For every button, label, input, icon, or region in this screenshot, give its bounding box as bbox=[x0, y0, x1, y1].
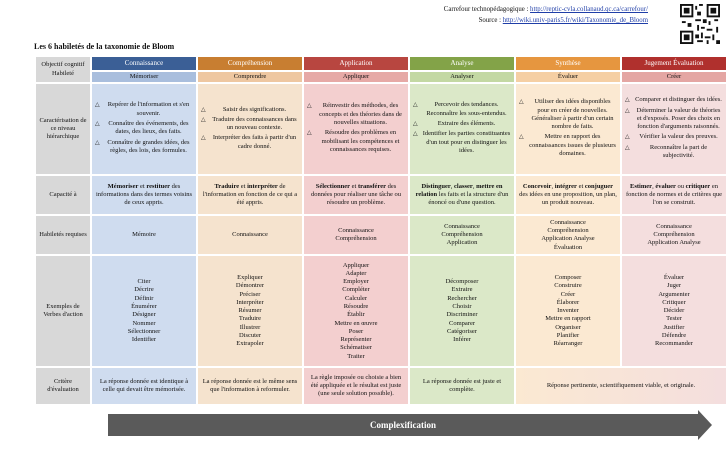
action-verb: Mettre en œuvre bbox=[334, 319, 378, 327]
capacite-text: , bbox=[652, 182, 656, 190]
characterisation-text: Utiliser des idées disponibles pour en créer de nouvelles. Généraliser à partir d'un certain nombre de faits. bbox=[531, 98, 614, 131]
characterisation-text: Déterminer la valeur de théories et d'exposés. Poser des choix en fonction d'arguments raisonnés. bbox=[636, 106, 721, 131]
triangle-bullet-icon: △ bbox=[201, 106, 206, 113]
cell-critere-3: La réponse donnée est juste et complète. bbox=[410, 368, 514, 404]
capacite-keyword: restituer bbox=[146, 182, 171, 190]
complexification-label: Complexification bbox=[370, 420, 436, 430]
action-verb: Défendre bbox=[661, 332, 687, 340]
row-label-exemples: Exemples de Verbes d'action bbox=[36, 256, 90, 366]
action-verb: Composer bbox=[554, 273, 582, 281]
row-habiletes bbox=[36, 216, 726, 254]
action-verb: Préciser bbox=[239, 290, 261, 298]
action-verb: Traduire bbox=[238, 315, 262, 323]
bloom-taxonomy-table bbox=[34, 55, 728, 406]
characterisation-item bbox=[413, 130, 511, 155]
action-verb: Décomposer bbox=[445, 278, 479, 286]
row-exemples bbox=[36, 256, 726, 366]
header-row-verbs bbox=[36, 72, 726, 82]
characterisation-item bbox=[201, 134, 299, 151]
characterisation-text: Connaître des événements, des dates, des lieux, des faits. bbox=[108, 120, 189, 136]
characterisation-item bbox=[201, 116, 299, 133]
cell-verbes-2 bbox=[304, 256, 408, 366]
capacite-keyword: critiquer bbox=[685, 182, 711, 190]
col-name-synthese: Synthèse bbox=[516, 57, 620, 70]
capacite-text: des idées en une proposition, un plan, un produit nouveau. bbox=[519, 191, 617, 207]
action-verb: Nommer bbox=[132, 319, 156, 327]
action-verb: Réarranger bbox=[553, 340, 583, 348]
action-verb: Critiquer bbox=[662, 298, 686, 306]
capacite-text: et bbox=[576, 182, 585, 190]
col-sub-appliquer: Appliquer bbox=[304, 72, 408, 82]
action-verb: Inventer bbox=[557, 307, 579, 315]
cell-capacite-0 bbox=[92, 176, 196, 214]
row-caracterisation bbox=[36, 84, 726, 174]
triangle-bullet-icon: △ bbox=[95, 121, 100, 127]
cell-habiletes-3 bbox=[410, 216, 514, 254]
header-credits bbox=[444, 4, 648, 26]
action-verb: Schématiser bbox=[340, 344, 372, 352]
capacite-keyword: Sélectionner bbox=[315, 182, 350, 190]
characterisation-item bbox=[625, 96, 723, 104]
action-verb: Traiter bbox=[347, 352, 365, 360]
capacite-text: les faits et la structure d'un énoncé ou d'une question. bbox=[428, 191, 509, 207]
action-verb: Décider bbox=[663, 307, 685, 315]
capacite-keyword: transférer bbox=[357, 182, 386, 190]
cell-critere-0: La réponse donnée est identique à celle qui devait être mémorisée. bbox=[92, 368, 196, 404]
action-verb: Désigner bbox=[132, 311, 156, 319]
col-name-comprehension: Compréhension bbox=[198, 57, 302, 70]
capacite-text: des données pour réaliser une tâche ou résoudre un problème. bbox=[310, 182, 402, 207]
capacite-keyword: intégrer bbox=[554, 182, 577, 190]
action-verb: Juger bbox=[666, 282, 682, 290]
action-verb: Compléter bbox=[342, 286, 370, 294]
capacite-keyword: classer bbox=[454, 182, 473, 190]
triangle-bullet-icon: △ bbox=[95, 102, 100, 109]
action-verb: Argumenter bbox=[658, 290, 690, 298]
cell-bullets-4 bbox=[516, 84, 620, 174]
action-verb: Élaborer bbox=[556, 298, 580, 306]
cell-bullets-5 bbox=[622, 84, 726, 174]
cell-bullets-3 bbox=[410, 84, 514, 174]
capacite-text: et bbox=[138, 182, 147, 190]
arrow-head-icon bbox=[698, 410, 712, 440]
action-verb: Décrire bbox=[134, 286, 154, 294]
source-link[interactable]: http://wiki.univ-paris5.fr/wiki/Taxonomie_de_Bloom bbox=[502, 17, 648, 24]
action-verb: Construire bbox=[554, 282, 582, 290]
action-verb: Appliquer bbox=[342, 261, 370, 269]
action-verb: Interpréter bbox=[236, 298, 264, 306]
capacite-keyword: Distinguer bbox=[421, 182, 451, 190]
action-verb: Organiser bbox=[555, 323, 581, 331]
triangle-bullet-icon: △ bbox=[625, 107, 630, 114]
col-sub-analyser: Analyser bbox=[410, 72, 514, 82]
col-sub-comprendre: Comprendre bbox=[198, 72, 302, 82]
triangle-bullet-icon: △ bbox=[519, 99, 524, 106]
characterisation-item bbox=[307, 102, 405, 127]
action-verb: Représenter bbox=[340, 336, 372, 344]
characterisation-list bbox=[95, 101, 193, 155]
triangle-bullet-icon: △ bbox=[201, 135, 206, 142]
characterisation-item bbox=[625, 133, 723, 141]
characterisation-text: Percevoir des tendances. Reconnaître les sous-entendus. bbox=[426, 101, 507, 117]
triangle-bullet-icon: △ bbox=[625, 97, 630, 104]
habiletes-text: Connaissance Compréhension Application bbox=[441, 222, 483, 247]
cell-habiletes-2 bbox=[304, 216, 408, 254]
action-verb: Planifier bbox=[556, 332, 580, 340]
action-verb: Citer bbox=[137, 278, 151, 286]
carrefour-link[interactable]: http://reptic-cvla.collanaud.qc.ca/carrefour/ bbox=[530, 6, 648, 13]
habiletes-text: Mémoire bbox=[132, 231, 156, 239]
capacite-text: et bbox=[239, 182, 248, 190]
cell-habiletes-0 bbox=[92, 216, 196, 254]
cell-capacite-5 bbox=[622, 176, 726, 214]
action-verb: Mettre en rapport bbox=[545, 315, 591, 323]
action-verb: Évaluer bbox=[663, 273, 685, 281]
col-name-analyse: Analyse bbox=[410, 57, 514, 70]
cell-verbes-0 bbox=[92, 256, 196, 366]
characterisation-item bbox=[95, 139, 193, 156]
capacite-text: ou bbox=[675, 182, 686, 190]
habiletes-text: Connaissance Compréhension bbox=[335, 227, 377, 243]
characterisation-item bbox=[519, 133, 617, 158]
characterisation-text: Comparer et distinguer des idées. bbox=[635, 96, 722, 104]
qr-code-icon bbox=[680, 4, 720, 44]
characterisation-text: Identifier les parties constituantes d'un tout pour en distinguer les idées. bbox=[422, 130, 511, 154]
capacite-text: et bbox=[350, 182, 358, 190]
action-verb: Justifier bbox=[663, 323, 685, 331]
cell-bullets-1 bbox=[198, 84, 302, 174]
row-label-capacite: Capacité à bbox=[36, 176, 90, 214]
row-label-critere: Critère d'évaluation bbox=[36, 368, 90, 404]
capacite-keyword: Concevoir bbox=[522, 182, 552, 190]
action-verb: Définir bbox=[134, 294, 154, 302]
col-name-application: Application bbox=[304, 57, 408, 70]
capacite-keyword: mettre en relation bbox=[415, 182, 503, 199]
capacite-keyword: interpréter bbox=[247, 182, 278, 190]
characterisation-text: Traduire des connaissances dans un nouveau contexte. bbox=[212, 115, 297, 132]
capacite-keyword: Traduire bbox=[214, 182, 240, 190]
cell-bullets-0 bbox=[92, 84, 196, 174]
action-verb: Établir bbox=[347, 311, 365, 319]
characterisation-text: Réinvestir des méthodes, des concepts et des théories dans de nouvelles situations. bbox=[319, 102, 402, 126]
triangle-bullet-icon: △ bbox=[413, 102, 418, 109]
capacite-text: , bbox=[472, 182, 477, 190]
characterisation-text: Mettre en rapport des connaissances issues de plusieurs domaines. bbox=[529, 133, 616, 158]
cell-capacite-1 bbox=[198, 176, 302, 214]
characterisation-item bbox=[625, 144, 723, 161]
page-title: Les 6 habiletés de la taxonomie de Bloom bbox=[34, 42, 175, 51]
characterisation-text: Vérifier la valeur des preuves. bbox=[639, 133, 718, 141]
action-verb: Identifier bbox=[131, 336, 157, 344]
col-name-connaissance: Connaissance bbox=[92, 57, 196, 70]
action-verb: Résoudre bbox=[343, 303, 369, 310]
characterisation-text: Interpréter des faits à partir d'un cadre donné. bbox=[212, 134, 297, 150]
action-verb: Calculer bbox=[344, 294, 368, 302]
col-sub-memoriser: Mémoriser bbox=[92, 72, 196, 82]
characterisation-text: Résoudre des problèmes en mobilisant les compétences et connaissances requises. bbox=[321, 129, 400, 153]
characterisation-list bbox=[201, 106, 299, 151]
action-verb: Poser bbox=[348, 327, 364, 335]
characterisation-text: Repérer de l'information et s'en souvenir. bbox=[107, 101, 190, 117]
triangle-bullet-icon: △ bbox=[307, 103, 312, 110]
row-label-objectif: Objectif cognitif Habileté bbox=[36, 57, 90, 82]
habiletes-text: Connaissance Compréhension Application Analyse Évaluation bbox=[541, 218, 595, 251]
action-verb: Extraire bbox=[451, 286, 473, 294]
action-verb: Énumérer bbox=[131, 303, 157, 310]
row-label-habiletes: Habiletés requises bbox=[36, 216, 90, 254]
action-verb: Recommander bbox=[655, 340, 693, 348]
cell-capacite-4 bbox=[516, 176, 620, 214]
triangle-bullet-icon: △ bbox=[625, 134, 630, 141]
action-verb: Créer bbox=[560, 290, 576, 298]
triangle-bullet-icon: △ bbox=[519, 134, 524, 141]
cell-capacite-2 bbox=[304, 176, 408, 214]
cell-verbes-5 bbox=[622, 256, 726, 366]
capacite-keyword: Estimer bbox=[630, 182, 653, 190]
action-verb: Discriminer bbox=[446, 311, 478, 319]
action-verb: Sélectionner bbox=[127, 327, 161, 335]
action-verb: Employer bbox=[343, 278, 369, 286]
row-label-caracterisation: Caractérisation de ce niveau hiérarchique bbox=[36, 84, 90, 174]
cell-critere-2: La règle imposée ou choisie a bien été appliquée et le résultat est juste (une seule solution possible). bbox=[304, 368, 408, 404]
capacite-text: , bbox=[551, 182, 555, 190]
action-verb: Inférer bbox=[453, 336, 471, 344]
characterisation-item bbox=[519, 98, 617, 131]
characterisation-item bbox=[625, 107, 723, 132]
header-line2-prefix: Source : bbox=[478, 17, 503, 24]
capacite-text: , bbox=[450, 182, 455, 190]
habiletes-text: Connaissance bbox=[232, 231, 268, 239]
capacite-keyword: Mémoriser bbox=[107, 182, 139, 190]
cell-capacite-3 bbox=[410, 176, 514, 214]
header-row-names bbox=[36, 57, 726, 70]
cell-habiletes-1 bbox=[198, 216, 302, 254]
characterisation-item bbox=[201, 106, 299, 114]
action-verb: Adapter bbox=[345, 269, 367, 277]
characterisation-item bbox=[307, 129, 405, 154]
triangle-bullet-icon: △ bbox=[307, 130, 312, 137]
action-verb: Choisir bbox=[452, 303, 472, 310]
action-verb: Illustrer bbox=[239, 323, 261, 331]
capacite-keyword: évaluer bbox=[655, 182, 676, 190]
col-sub-creer: Créer bbox=[622, 72, 726, 82]
action-verb: Tester bbox=[666, 315, 682, 323]
capacite-keyword: conjuguer bbox=[584, 182, 614, 190]
action-verb: Démontrer bbox=[235, 282, 265, 290]
triangle-bullet-icon: △ bbox=[413, 121, 418, 127]
capacite-text: en fonction de normes et de critères que l'on se construit. bbox=[625, 182, 723, 207]
capacite-text: de l'information en fonction de ce qui a été appris. bbox=[202, 182, 298, 207]
action-verb: Discuter bbox=[238, 332, 262, 340]
action-verb: Rechercher bbox=[447, 294, 477, 302]
cell-critere-4: Réponse pertinente, scientifiquement viable, et originale. bbox=[516, 368, 726, 404]
cell-habiletes-5 bbox=[622, 216, 726, 254]
characterisation-list bbox=[413, 101, 511, 155]
characterisation-text: Saisir des significations. bbox=[222, 105, 287, 113]
cell-verbes-3 bbox=[410, 256, 514, 366]
cell-verbes-1 bbox=[198, 256, 302, 366]
triangle-bullet-icon: △ bbox=[95, 139, 100, 146]
capacite-text: des informations dans des termes voisins de ceux appris. bbox=[95, 182, 193, 207]
characterisation-item bbox=[413, 120, 511, 128]
characterisation-text: Reconnaître la part de subjectivité. bbox=[649, 143, 708, 160]
row-capacite bbox=[36, 176, 726, 214]
row-critere bbox=[36, 368, 726, 404]
characterisation-list bbox=[519, 98, 617, 158]
characterisation-list bbox=[625, 96, 723, 160]
header-line1-prefix: Carrefour technopédagogique : bbox=[443, 6, 531, 13]
triangle-bullet-icon: △ bbox=[625, 144, 630, 151]
cell-habiletes-4 bbox=[516, 216, 620, 254]
triangle-bullet-icon: △ bbox=[413, 131, 418, 138]
characterisation-text: Extraire des éléments. bbox=[437, 120, 496, 127]
characterisation-item bbox=[413, 101, 511, 118]
cell-bullets-2 bbox=[304, 84, 408, 174]
action-verb: Extrapoler bbox=[236, 340, 264, 348]
action-verb: Comparer bbox=[449, 319, 475, 327]
characterisation-text: Connaître de grandes idées, des règles, des lois, des formules. bbox=[107, 138, 190, 154]
cell-critere-1: La réponse donnée est le même sens que l'information à reformuler. bbox=[198, 368, 302, 404]
action-verb: Expliquer bbox=[237, 273, 263, 281]
characterisation-list bbox=[307, 102, 405, 154]
col-sub-evaluer: Évaluer bbox=[516, 72, 620, 82]
action-verb: Catégoriser bbox=[447, 327, 477, 335]
characterisation-item bbox=[95, 120, 193, 137]
cell-verbes-4 bbox=[516, 256, 620, 366]
characterisation-item bbox=[95, 101, 193, 118]
triangle-bullet-icon: △ bbox=[201, 116, 206, 123]
action-verb: Résumer bbox=[238, 307, 262, 315]
col-name-evaluation: Jugement Évaluation bbox=[622, 57, 726, 70]
habiletes-text: Connaissance Compréhension Application Analyse bbox=[647, 222, 701, 247]
